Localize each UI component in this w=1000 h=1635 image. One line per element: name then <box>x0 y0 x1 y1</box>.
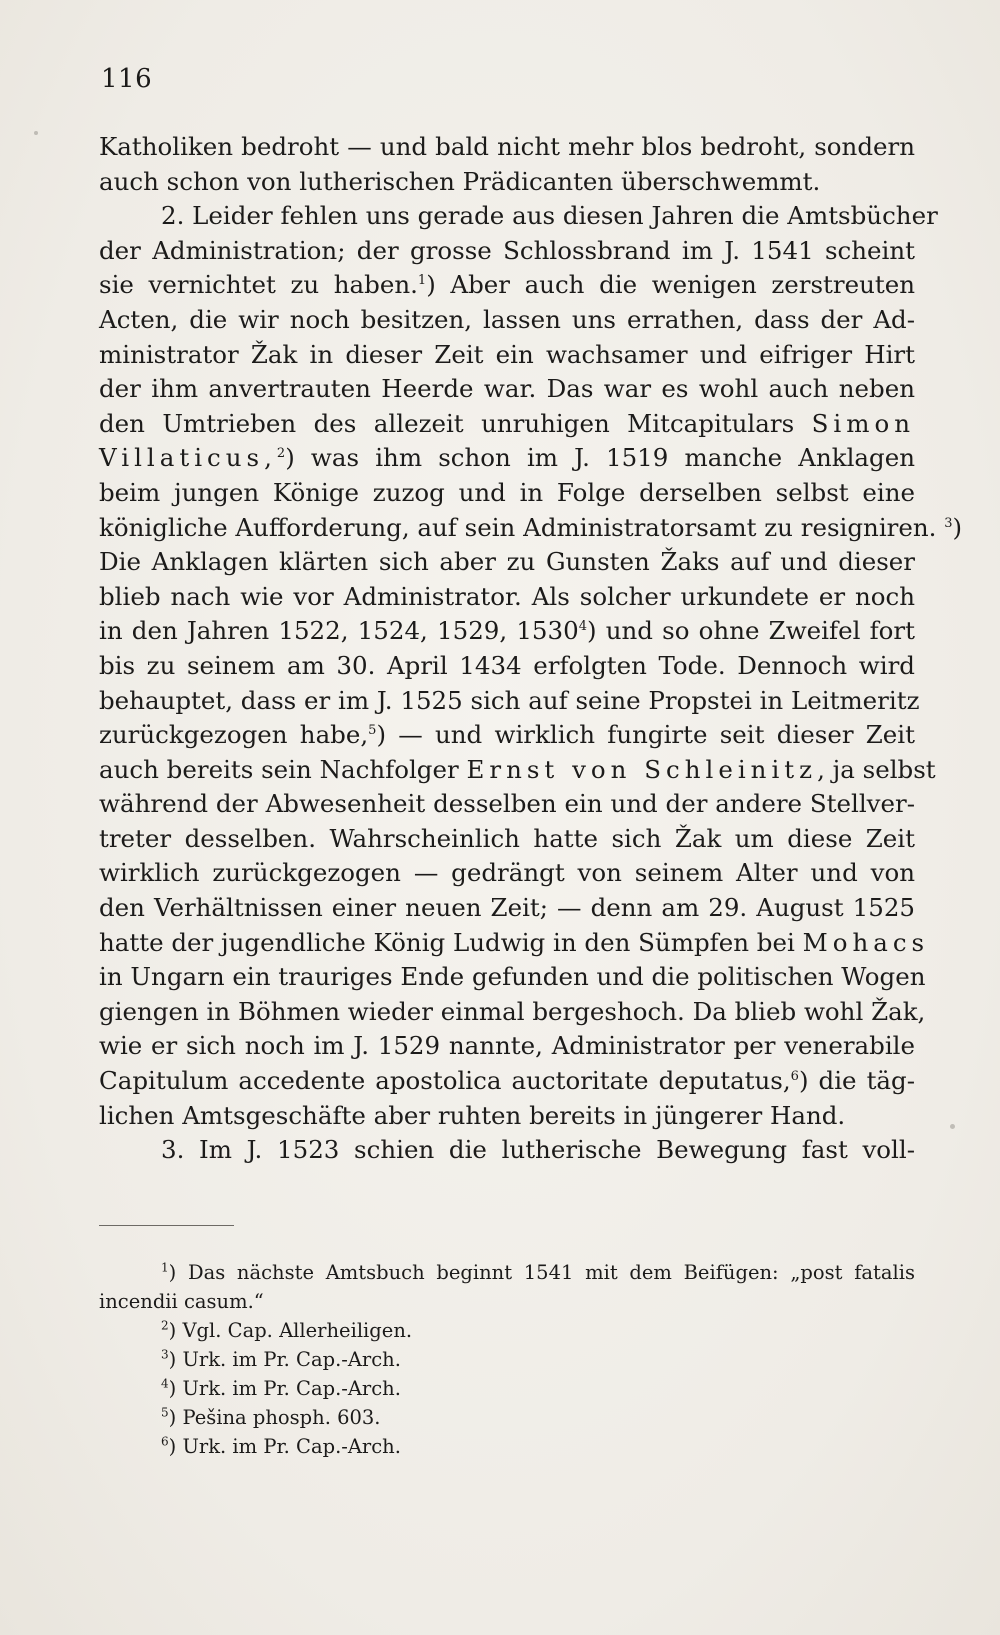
text-line: auch schon von lutherischen Prädicanten überschwemmt. <box>99 166 821 196</box>
footnote-reference[interactable]: 3 <box>944 515 953 531</box>
text-line: Acten, die wir noch besitzen, lassen uns errathen, dass der Ad- <box>99 304 915 334</box>
text-line: auch bereits sein Nachfolger Ernst von Schleinitz, ja selbst <box>99 754 936 784</box>
text-line: Katholiken bedroht — und bald nicht mehr blos bedroht, sondern <box>99 132 915 161</box>
text-line: in den Jahren 1522, 1524, 1529, 1530$^4$) und so ohne Zweifel fort <box>99 616 915 646</box>
text-line: königliche Aufforderung, auf sein Administratorsamt zu resigniren. $^3$) <box>99 512 963 542</box>
text-line: 2. Leider fehlen uns gerade aus diesen Jahren die Amtsbücher <box>161 201 938 231</box>
spaced-name: Mohacs <box>802 927 930 957</box>
spaced-name: Ernst von Schleinitz <box>466 754 818 784</box>
footnote-reference[interactable]: 4 <box>578 619 587 635</box>
text-line: giengen in Böhmen wieder einmal bergeshoch. Da blieb wohl Žak, <box>99 996 926 1026</box>
text-line: lichen Amtsgeschäfte aber ruhten bereits in jüngerer Hand. <box>99 1100 846 1130</box>
text-line: behauptet, dass er im J. 1525 sich auf seine Propstei in Leitmeritz <box>99 685 920 715</box>
text-line: bis zu seinem am 30. April 1434 erfolgten Tode. Dennoch wird <box>99 650 915 680</box>
text-line: Capitulum accedente apostolica auctoritate deputatus,$^6$) die täg- <box>99 1066 915 1096</box>
footnote-reference[interactable]: 5 <box>368 722 377 738</box>
footnote-1-continuation: incendii casum.“ <box>99 1290 264 1313</box>
footnote-1: $^1$) Das nächste Amtsbuch beginnt 1541 mit dem Beifügen: „post fatalis <box>161 1260 915 1284</box>
text-line: blieb nach wie vor Administrator. Als solcher urkundete er noch <box>99 581 915 611</box>
main-text <box>99 130 963 1168</box>
text-line: in Ungarn ein trauriges Ende gefunden und die politischen Wogen <box>99 962 926 992</box>
text-line: beim jungen Könige zuzog und in Folge derselben selbst eine <box>99 477 915 507</box>
text-line: der Administration; der grosse Schlossbrand im J. 1541 scheint <box>99 235 915 265</box>
text-line: wirklich zurückgezogen — gedrängt von seinem Alter und von <box>99 858 915 888</box>
spaced-name: Villaticus, <box>99 443 277 473</box>
paper-speck <box>34 131 38 135</box>
text-line: sie vernichtet zu haben.$^1$) Aber auch die wenigen zerstreuten <box>99 270 915 300</box>
text-line: wie er sich noch im J. 1529 nannte, Administrator per venerabile <box>99 1031 915 1061</box>
footnote-divider <box>99 1225 234 1226</box>
footnote-reference[interactable]: 2 <box>276 446 286 462</box>
paper-speck <box>950 1124 955 1129</box>
footnote-3: $^3$) Urk. im Pr. Cap.-Arch. <box>161 1347 401 1371</box>
footnote-reference[interactable]: 1 <box>417 273 427 289</box>
text-line: 3. Im J. 1523 schien die lutherische Bewegung fast voll- <box>161 1135 915 1165</box>
text-line: den Verhältnissen einer neuen Zeit; — denn am 29. August 1525 <box>99 893 915 923</box>
footnote-4: $^4$) Urk. im Pr. Cap.-Arch. <box>161 1376 401 1400</box>
footnote-reference[interactable]: 6 <box>790 1068 799 1084</box>
footnote-2: $^2$) Vgl. Cap. Allerheiligen. <box>161 1318 413 1342</box>
footnote-6: $^6$) Urk. im Pr. Cap.-Arch. <box>161 1434 401 1458</box>
footnote-5: $^5$) Pešina phosph. 603. <box>161 1405 381 1429</box>
spaced-name: Simon <box>811 408 915 438</box>
page-number: 116 <box>101 64 153 94</box>
footnotes <box>99 1258 915 1461</box>
text-line: Die Anklagen klärten sich aber zu Gunsten Žaks auf und dieser <box>99 547 915 577</box>
text-line: zurückgezogen habe,$^5$) — und wirklich fungirte seit dieser Zeit <box>99 720 915 750</box>
text-line: Villaticus,$^2$) was ihm schon im J. 1519 manche Anklagen <box>99 443 915 473</box>
text-line: der ihm anvertrauten Heerde war. Das war es wohl auch neben <box>99 374 915 404</box>
text-line: treter desselben. Wahrscheinlich hatte sich Žak um diese Zeit <box>99 823 915 853</box>
text-line: ministrator Žak in dieser Zeit ein wachsamer und eifriger Hirt <box>99 339 915 369</box>
text-line: während der Abwesenheit desselben ein und der andere Stellver- <box>99 789 915 819</box>
text-line: hatte der jugendliche König Ludwig in den Sümpfen bei Mohacs <box>99 927 930 957</box>
text-line: den Umtrieben des allezeit unruhigen Mitcapitulars Simon <box>99 408 915 438</box>
